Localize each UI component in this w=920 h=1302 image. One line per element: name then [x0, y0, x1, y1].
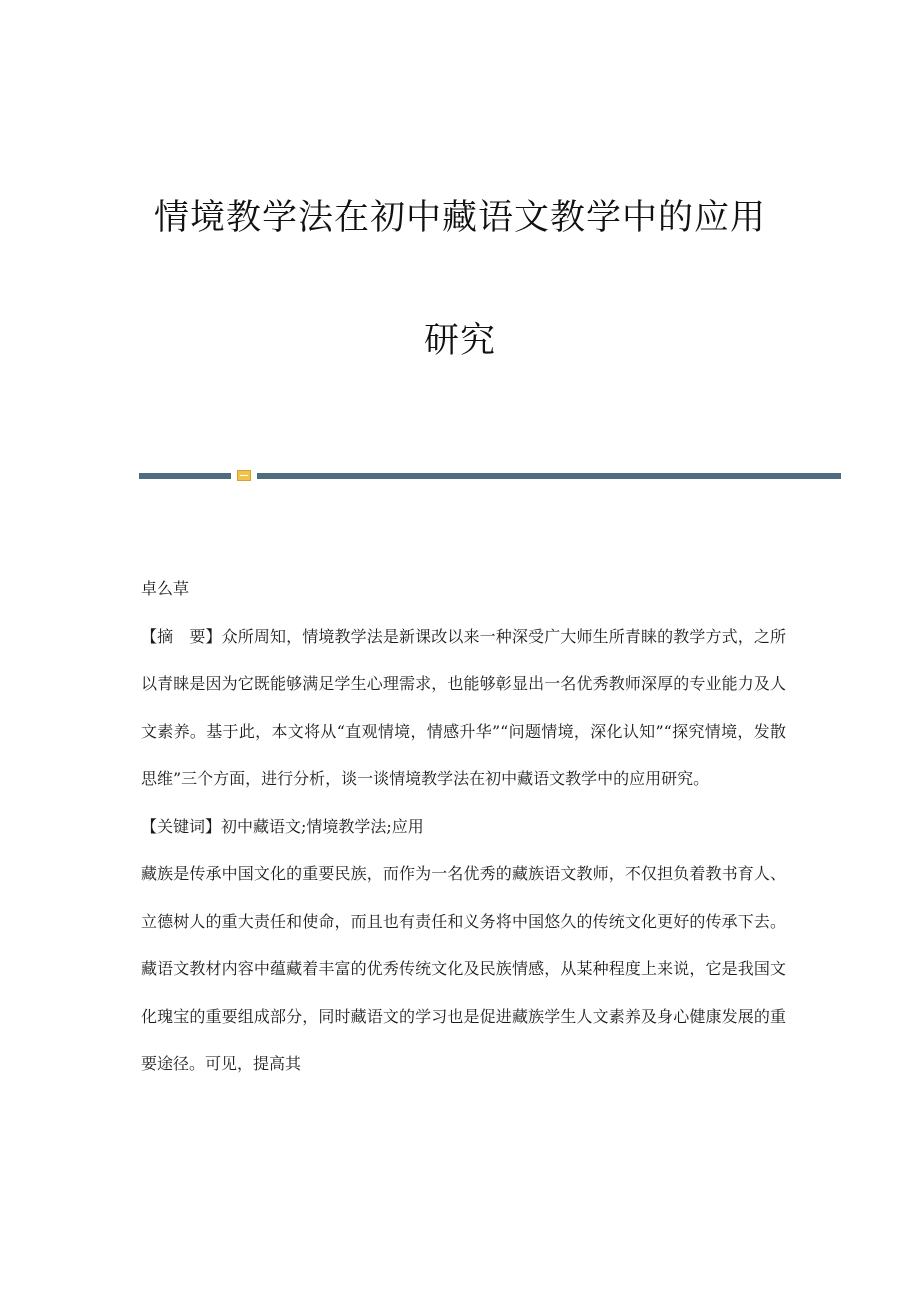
document-title-line-1: 情境教学法在初中藏语文教学中的应用: [153, 198, 766, 238]
title-divider: [139, 469, 841, 483]
document-title-line-2: 研究: [423, 321, 496, 361]
abstract-text: 众所周知，情境教学法是新课改以来一种深受广大师生所青睐的教学方式，之所以青睐是因为它既能够满足学生心理需求，也能够彰显出一名优秀教师深厚的专业能力及人文素养。基于此，本文将从“直观情境，情感升华”“问题情境，深化认知”“探究情境，发散思维”三个方面，进行分析，谈一谈情境教学法在初中藏语文教学中的应用研究。: [141, 626, 786, 788]
divider-bar-left: [139, 473, 231, 479]
body-paragraph: 藏族是传承中国文化的重要民族，而作为一名优秀的藏族语文教师，不仅担负着教书育人、立德树人的重大责任和使命，而且也有责任和义务将中国悠久的传统文化更好的传承下去。藏语文教材内容中蕴藏着丰富的优秀传统文化及民族情感，从某种程度上来说，它是我国文化瑰宝的重要组成部分，同时藏语文的学习也是促进藏族学生人文素养及身心健康发展的重要途径。可见，提高其: [141, 864, 786, 1073]
keywords-text: 初中藏语文;情境教学法;应用: [221, 816, 424, 836]
abstract-paragraph: [141, 613, 786, 803]
divider-ornament-icon: [237, 470, 251, 481]
keywords-paragraph: [141, 803, 786, 851]
abstract-label: 【摘 要】: [141, 626, 222, 646]
divider-bar-right: [257, 473, 841, 479]
keywords-label: 【关键词】: [141, 816, 222, 836]
document-body: [141, 565, 786, 1088]
author-name: 卓么草: [141, 579, 190, 598]
